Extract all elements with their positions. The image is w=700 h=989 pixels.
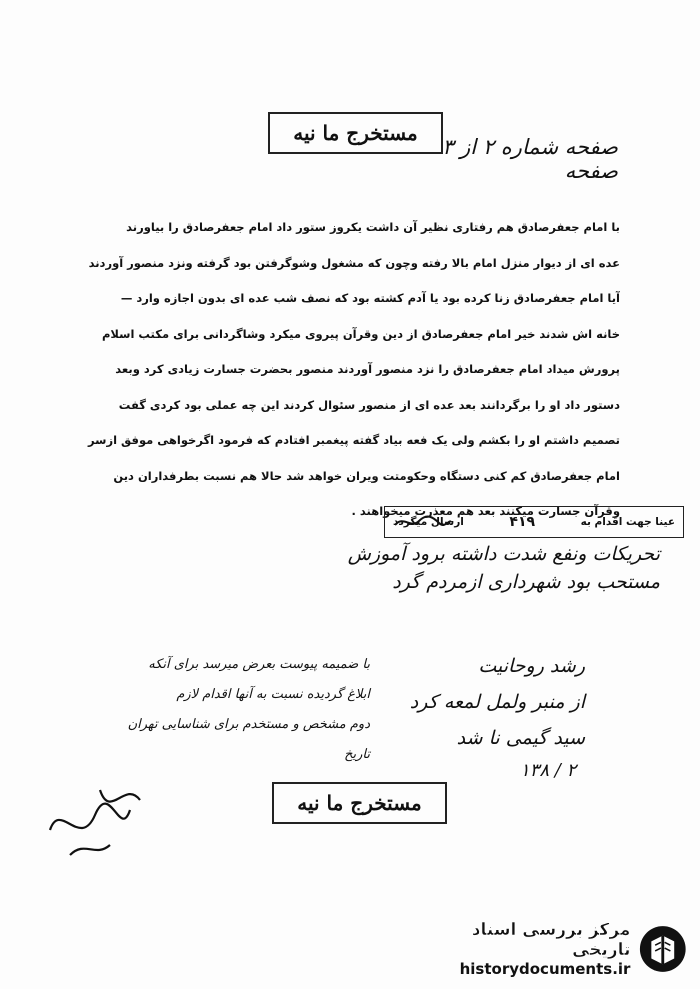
handwritten-line: با ضمیمه پیوست بعرض میرسد برای آنکه xyxy=(148,657,370,672)
page-number: صفحه شماره ۲ از ۳ صفحه xyxy=(442,135,618,183)
archive-logo-icon xyxy=(638,923,688,975)
handwritten-line: سید گیمی نا شد xyxy=(456,727,585,749)
handwritten-line: دوم مشخص و مستخدم برای شناسایی تهران xyxy=(127,717,370,732)
archive-watermark xyxy=(418,918,688,980)
handwritten-line: مستحب بود شهرداری ازمردم گرد xyxy=(392,571,660,593)
body-line: خانه اش شدند خیر امام جعفرصادق از دین وقرآن پیروی میکرد وشاگردانی برای مکتب اسلام xyxy=(101,326,620,341)
handwritten-date: ۱۳۸ / ۲ xyxy=(520,760,577,781)
body-line: وقرآن جسارت میکنند بعد هم معذرت میخواهند . xyxy=(351,504,620,518)
report-body xyxy=(85,210,620,530)
body-line: دستور داد او را برگردانند بعد عده ای از منصور سئوال کردند این چه عملی بود کردی گفت xyxy=(118,397,620,412)
watermark-text xyxy=(418,920,630,978)
handwritten-note-3 xyxy=(40,650,370,770)
handwritten-line: رشد روحانیت xyxy=(478,655,585,677)
watermark-title: مرکز بررسی اسناد تاریخی xyxy=(471,920,631,960)
extract-stamp-bottom xyxy=(272,782,447,824)
body-line: آیا امام جعفرصادق زنا کرده بود یا آدم کشته بود که نصف شب عده ای بدون اجازه وارد — xyxy=(120,291,620,305)
body-line: با امام جعفرصادق هم رفتاری نظیر آن داشت یکروز ستور داد امام جعفرصادق را بیاورند xyxy=(126,220,620,234)
sent-reference-box xyxy=(384,506,684,538)
watermark-url: historydocuments.ir xyxy=(459,960,631,978)
stamp-text: مستخرج ما نیه xyxy=(293,121,418,145)
sent-box-number: ۴۱۹ xyxy=(509,514,536,530)
body-line: پرورش میداد امام جعفرصادق را نزد منصور آوردند منصور بحضرت جسارت زیادی کرد وبعد xyxy=(115,362,620,376)
sent-box-scribble xyxy=(393,513,453,531)
signature-scribble xyxy=(40,770,220,860)
handwritten-line: از منبر ولمل لمعه کرد xyxy=(409,691,585,713)
body-line: امام جعفرصادق کم کنی دستگاه وحکومتت ویران خواهد شد حالا هم نسبت بطرفداران دین xyxy=(113,468,620,483)
sent-box-left-text: عینا جهت اقدام به xyxy=(580,516,675,528)
handwritten-note-1 xyxy=(330,540,660,596)
handwritten-line: تاریخ xyxy=(344,747,370,762)
body-line: تصمیم داشتم او را بکشم ولی یک فعه بیاد گفته پیغمبر افتادم که فرمود اگرخواهی موفق ازسر xyxy=(88,433,620,447)
sent-box-right-text: ارسال میگردد xyxy=(393,516,464,528)
body-line: عده ای از دیوار منزل امام بالا رفته وچون که مشغول وشوگرفتن بود گرفته ونزد منصور آوردند xyxy=(88,255,620,270)
stamp-text: مستخرج ما نیه xyxy=(297,791,422,815)
handwritten-line: ابلاغ گردیده نسبت به آنها اقدام لازم xyxy=(176,687,370,702)
handwritten-line: تحریکات ونفع شدت داشته برود آموزش xyxy=(347,543,660,565)
